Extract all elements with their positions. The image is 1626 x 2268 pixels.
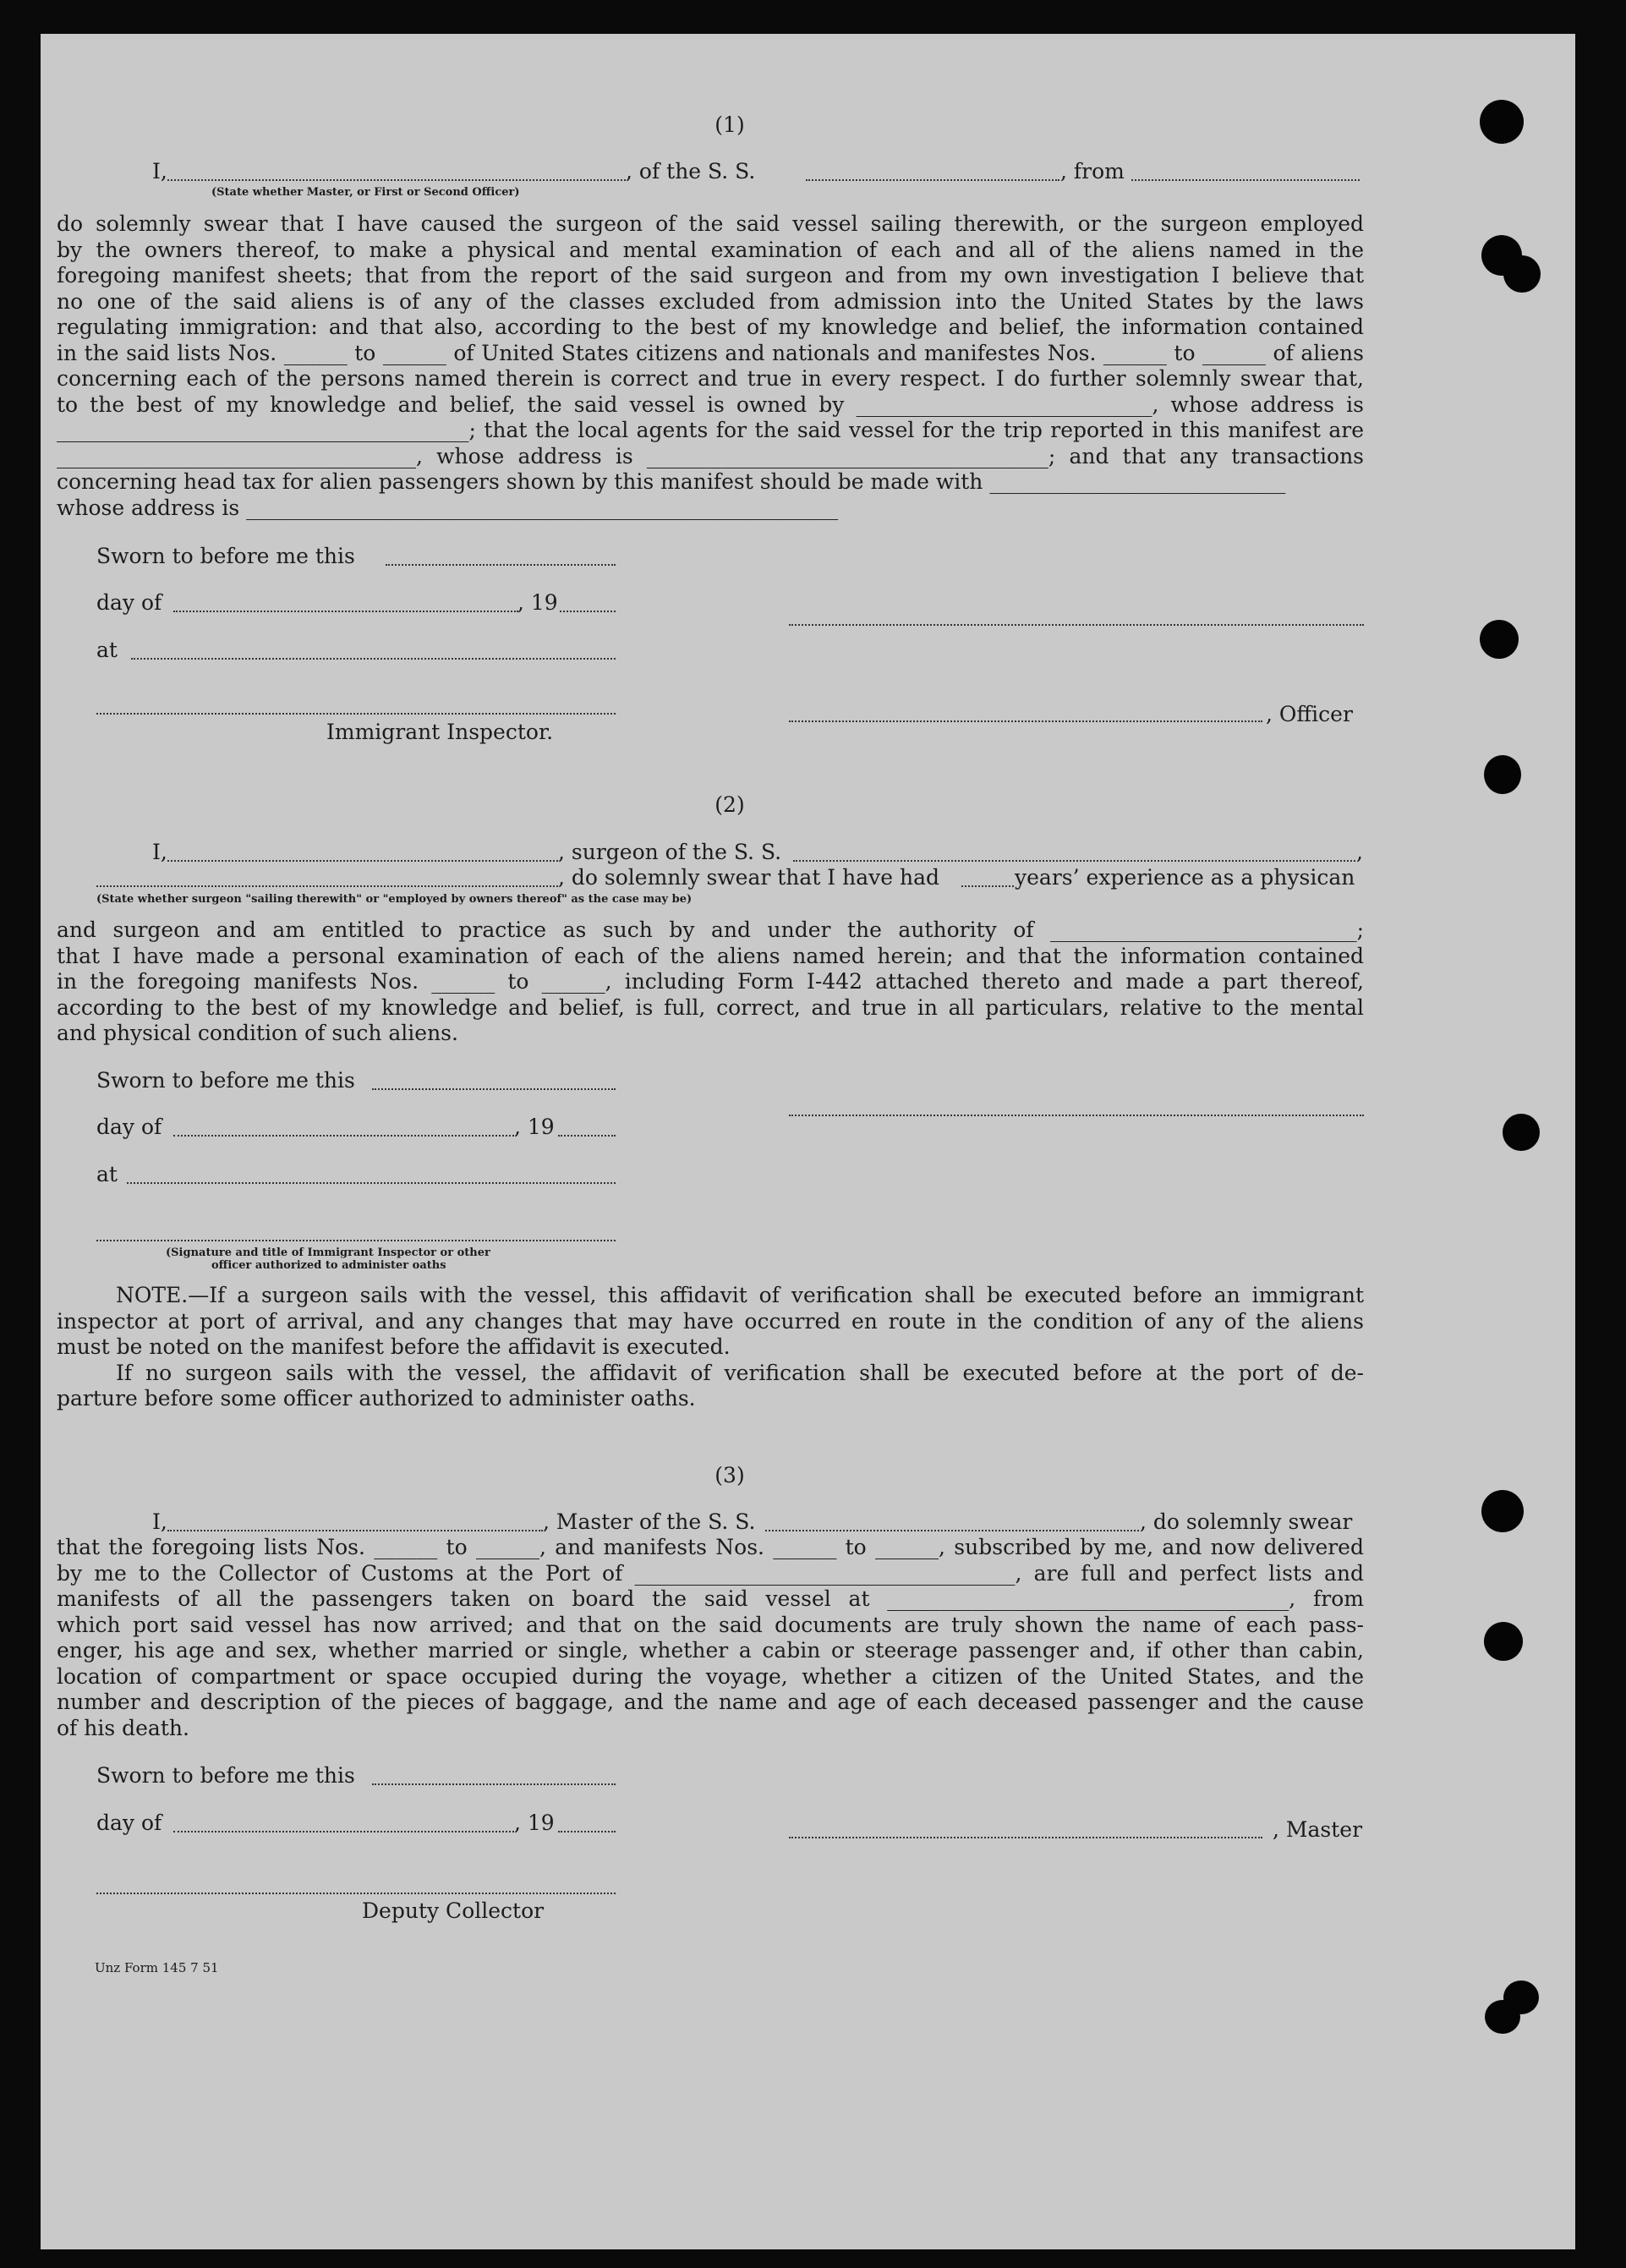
surgeon-name-field[interactable]	[167, 860, 558, 862]
place-field[interactable]	[131, 658, 616, 660]
officer-label: , Officer	[1266, 702, 1353, 726]
at-label: at	[96, 1162, 118, 1186]
punch-hole	[1481, 1490, 1524, 1532]
officer-signature-line[interactable]	[789, 720, 1262, 722]
year-label: , 19	[514, 1115, 555, 1139]
month-field[interactable]	[173, 1135, 514, 1137]
month-field[interactable]	[173, 611, 518, 612]
day-of-label: day of	[96, 1811, 162, 1835]
immigrant-inspector-label: Immigrant Inspector.	[326, 720, 554, 744]
at-label: at	[96, 638, 118, 662]
signature-line[interactable]	[789, 624, 1364, 626]
section-number: (3)	[714, 1463, 745, 1487]
master-signature-line[interactable]	[789, 1837, 1262, 1838]
years-field[interactable]	[961, 885, 1014, 887]
of-ss-label: , of the S. S.	[626, 159, 756, 184]
day-of-label: day of	[96, 590, 162, 615]
year-field[interactable]	[558, 1831, 616, 1832]
sworn-day-field[interactable]	[386, 564, 616, 566]
year-label: , 19	[514, 1811, 555, 1835]
sworn-day-field[interactable]	[372, 1088, 616, 1090]
vessel-name-field[interactable]	[806, 179, 1059, 181]
punch-hole	[1484, 1622, 1523, 1661]
collector-signature-line[interactable]	[96, 1893, 616, 1894]
month-field[interactable]	[173, 1831, 514, 1832]
day-of-label: day of	[96, 1115, 162, 1139]
master-name-field[interactable]	[167, 1530, 543, 1531]
signature-note: officer authorized to administer oaths	[211, 1259, 446, 1272]
sworn-label: Sworn to before me this	[96, 1068, 355, 1093]
i-label: I,	[152, 840, 167, 864]
vessel-name-field[interactable]	[765, 1530, 1139, 1531]
deputy-collector-label: Deputy Collector	[362, 1898, 545, 1923]
section-number: (1)	[714, 112, 745, 137]
surgeon-status-note: (State whether surgeon "sailing therewith" or "employed by owners thereof" as the case may be)	[96, 893, 693, 906]
year-field[interactable]	[560, 611, 616, 612]
section-number: (2)	[714, 792, 745, 817]
inspector-signature-line[interactable]	[96, 1240, 616, 1241]
punch-hole	[1503, 1114, 1540, 1151]
punch-hole	[1480, 100, 1524, 144]
place-field[interactable]	[127, 1182, 616, 1184]
master-label: , Master	[1273, 1817, 1363, 1842]
years-label: years’ experience as a physican	[1015, 865, 1355, 890]
sworn-day-field[interactable]	[372, 1783, 616, 1785]
sworn-label: Sworn to before me this	[96, 1763, 355, 1788]
punch-hole	[1480, 620, 1519, 659]
section1-oath-text: do solemnly swear that I have caused the surgeon of the said vessel sailing therewith, or the surgeon employed by the owners thereof, to make a physical and mental examination of each and all of the aliens named in the foregoing manifest sheets; that from the report of the said surgeon and from my own investigation I believe that no one of the said aliens is of any of the classes excluded from admission into the United States by the laws regulating immigration: and that also, according to the best of my knowledge and belief, the information contained in the said lists Nos. ______ to ______ of United States citizens and nationals and manifestes Nos. ______ to ______ of aliens concerning each of the persons named therein is correct and true in every respect. I do further solemnly swear that, to the best of my knowledge and belief, the said vessel is owned by ____________________________, whose address is _______________________________________; that the local agents for the said vessel for the trip reported in this manifest are __________________________________, whose address is ______________________________________; and that any transactions concerning head tax for alien passengers shown by this manifest should be made with ____________________________ whose address is ________________________________________________________	[57, 211, 1364, 520]
section2-oath-text: and surgeon and am entitled to practice as such by and under the authority of _____________________________; that I have made a personal examination of each of the aliens named herein; and that the information contained in the foregoing manifests Nos. ______ to ______, including Form I-442 attached thereto and made a part thereof, according to the best of my knowledge and belief, is full, correct, and true in all particulars, relative to the mental and physical condition of such aliens.	[57, 918, 1364, 1045]
year-field[interactable]	[558, 1135, 616, 1137]
comma: ,	[1356, 840, 1363, 864]
swear-label: , do solemnly swear	[1140, 1509, 1353, 1534]
punch-hole	[1484, 755, 1521, 794]
form-number: Unz Form 145 7 51	[95, 1960, 219, 1975]
officer-name-field[interactable]	[167, 179, 626, 181]
punch-hole	[1485, 2000, 1520, 2034]
i-label: I,	[152, 159, 167, 184]
signature-note: (Signature and title of Immigrant Inspector or other	[166, 1246, 490, 1259]
sworn-label: Sworn to before me this	[96, 544, 355, 568]
section3-oath-text: that the foregoing lists Nos. ______ to ______, and manifests Nos. ______ to ______, subscribed by me, and now delivered by me to the Collector of Customs at the Port of ____________________________________, are full and perfect lists and manifests of all the passengers taken on board the said vessel at ______________________________________, from which port said vessel has now arrived; and that on the said documents are truly shown the name of each pass- enger, his age and sex, whether married or single, whether a cabin or steerage passenger and, if other than cabin, location of compartment or space occupied during the voyage, whether a citizen of the United States, and the number and description of the pieces of baggage, and the name and age of each deceased passenger and the cause of his death.	[57, 1535, 1364, 1740]
master-of-label: , Master of the S. S.	[543, 1509, 756, 1534]
note-paragraph: NOTE.—If a surgeon sails with the vessel, this affidavit of verification shall be executed before an immigrant inspector at port of arrival, and any changes that may have occurred en route in the condition of any of the aliens must be noted on the manifest before the affidavit is executed. If no surgeon sails with the vessel, the affidavit of verification shall be executed before at the port of de- parture before some officer authorized to administer oaths.	[57, 1283, 1364, 1411]
inspector-signature-line[interactable]	[96, 713, 616, 715]
surgeon-signature-line[interactable]	[789, 1115, 1364, 1116]
surgeon-status-field[interactable]	[96, 885, 558, 887]
year-label: , 19	[517, 590, 558, 615]
surgeon-of-label: , surgeon of the S. S.	[558, 840, 782, 864]
i-label: I,	[152, 1509, 167, 1534]
from-port-field[interactable]	[1131, 179, 1360, 181]
swear-had-label: , do solemnly swear that I have had	[558, 865, 940, 890]
officer-rank-note: (State whether Master, or First or Second Officer)	[211, 186, 520, 199]
punch-hole	[1503, 255, 1541, 293]
vessel-name-field[interactable]	[793, 860, 1355, 862]
from-label: , from	[1060, 159, 1125, 184]
